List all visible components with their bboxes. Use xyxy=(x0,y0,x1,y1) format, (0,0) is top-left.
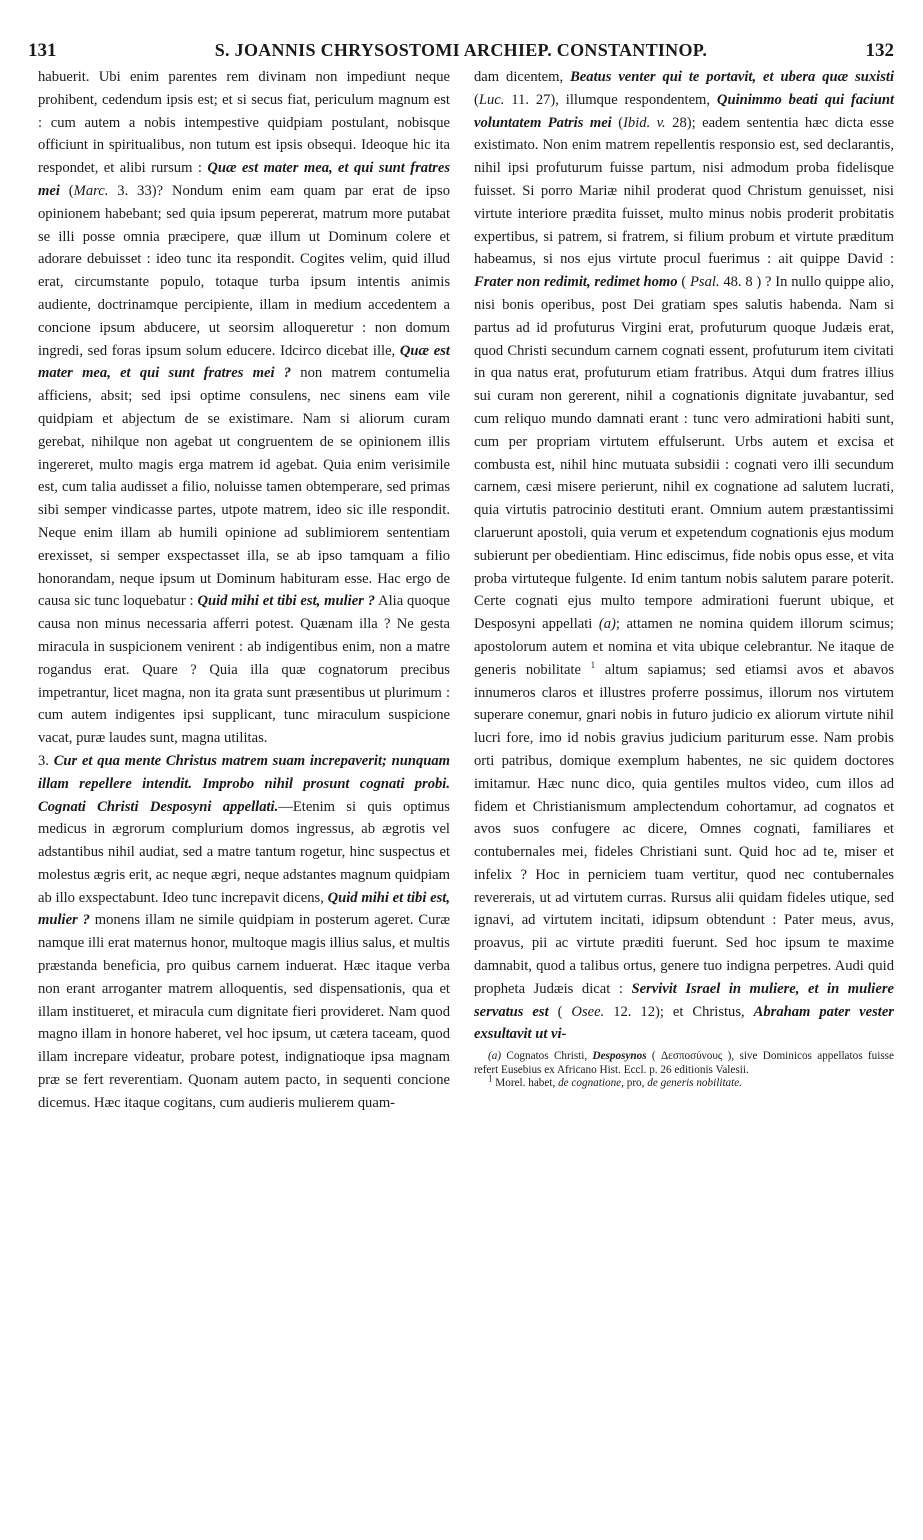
scripture-reference-number: 3. 33)? xyxy=(108,182,173,199)
footnote-text: Morel. habet, xyxy=(492,1077,559,1090)
scripture-quote: Quid mihi et tibi est, mulier ? xyxy=(197,593,376,610)
text-run: Alia quoque causa non minus necessaria afferri potest. Quænam illa ? Ne gesta miracula in suspicionem venirent : ab indigentibus enim, non a matre rogandus erat. Quare ? Quia illa quæ cognatorum precibus impetrantur, licet magna, non ita grata sunt præsentibus ut plurimum : cum autem indigentes ipsi supplicant, tunc miraculum suspicione vacat, puræ laudes sunt, magna utilitas. xyxy=(38,593,450,747)
footnote-marker: 1 xyxy=(590,659,596,670)
text-run: ( xyxy=(474,91,479,108)
scripture-reference: Marc. xyxy=(73,182,109,199)
page-number-left: 131 xyxy=(28,40,57,61)
left-column xyxy=(38,66,450,1115)
footnotes xyxy=(474,1050,894,1091)
page-number-right: 132 xyxy=(865,40,894,61)
scripture-reference: Psal. xyxy=(689,274,720,291)
text-run: ( xyxy=(677,274,690,291)
footnote-mark: 1 xyxy=(488,1073,493,1084)
scripture-quote: Quinimmo beati qui faciunt voluntatem Patris mei xyxy=(474,91,894,131)
footnote-greek: ( Δεσποσύνους ), xyxy=(646,1050,740,1063)
text-run: ; eadem sententia hæc dicta esse existimato. Non enim matrem repellentis responsio est, sed declarantis, nihil ipsi profuturum fuisse partum, nisi admodum proba fidelisque fuisset. Si porro Mariæ nihil proderat quod Christum genuisset, nisi virtute interiore prædita fuisset, multo minus nobis proderit probitatis expertibus, si patrem, si fratrem, si filium probum et virtute præditum habeamus, si nos ejus virtute procul fuerimus : ait quippe David : xyxy=(474,114,894,268)
text-run: , illumque respondentem, xyxy=(555,91,717,108)
left-paragraph-1 xyxy=(38,66,450,750)
scripture-quote: Beatus venter qui te portavit, et ubera quæ suxisti xyxy=(570,69,894,85)
text-run: ( xyxy=(548,1003,572,1020)
text-run: altum sapiamus; sed etiamsi avos et abavos innumeros claros et illustres proferre possimus, illorum nos virtutem superare conemur, gnari nobis in futuro judicio ex aliorum virtute nihil lucri fore, imo id nobis gravius judicium pariturum esse. Nam probis orti patribus, domique exemplum habentes, ne sic quidem doctores imitamur. Hæc nunc dico, quia gentiles multos video, cum illos ad fidem et Christianismum amplectendum cohortamur, ad cognatos et avos suos confugere ac dicere, Omnes cognati, familiares et contubernales mei, fideles Christiani sunt. Quid hoc ad te, miser et infelix ? Hoc in perniciem tuam vertitur, quod nec contubernales revererais, ut ad virtutem curras. Rursus alii quidam fideles utique, sed ignavi, ad virtutem incitati, idipsum obtendunt : Pater meus, avus, proavus, pii ac virtute præditi fuerunt. Sed hoc ipsum te maxime damnabit, quod a talibus ortus, genere tuo indigna perpetres. Audi quid propheta Judæis dicat : xyxy=(474,661,895,997)
text-run: In nullo quippe alio, nisi bonis operibus, post Dei gratiam spes salutis habenda. Nam si partus ad id profuturus Virgini erat, profuturum quoque Judæis erat, quod Christi secundum carnem cognati essent, profuturum item civitati in qua natus erat, profuturum etiam fratribus. Atqui dum fratres illius sui curam non gererent, nihil a cognationis dignitate juvabantur, sed cum reliquo mundo damnati erant : tunc vero admirationi habiti sunt, cum per propriam virtutem effulserunt. Urbs autem et excisa et combusta est, nihil hinc mutuata subsidii : cognati vero illi secundum carnem, cæsi misere perierunt, nihil ex cognatione ad salutem lucrati, quia virtutis patrocinio destituti erant. Omnium autem præstantissimi claruerunt apostoli, quia verum et expetendum cognationis ejus modum subierunt per obedientiam. Hinc ediscimus, fide nobis opus esse, et vita proba virtuteque fulgente. Id enim tantum nobis salutem parare poterit. Certe cognati ejus multo tempore admirationi fuerunt ubique, et Desposyni appellati xyxy=(474,274,894,633)
scripture-quote: Quid mihi et tibi est, mulier ? xyxy=(38,889,450,929)
footnote-term: Desposynos xyxy=(592,1050,647,1063)
right-column xyxy=(474,66,894,1091)
text-run: ( xyxy=(611,114,624,131)
footnote-term: de generis nobilitate. xyxy=(647,1077,743,1090)
footnote-mark: (a) xyxy=(488,1050,502,1063)
text-run: —Etenim si quis optimus medicus in ægrorum complurium domos ingressus, ab ægrotis vel adstantibus nihil audiat, sed a matre tantum rogetur, hinc suspectus et molestus ægris erit, ac neque ægri, neque adstantes magnum quidpiam ab illo exspectabunt. Ideo tunc increpavit dicens, xyxy=(38,798,450,906)
footnote-text: Cognatos Christi, xyxy=(501,1050,593,1063)
scripture-reference-number: 28) xyxy=(665,114,692,131)
left-paragraph-2 xyxy=(38,750,450,1115)
scripture-quote: Abraham pater vester exsultavit ut vi- xyxy=(474,1003,894,1043)
scripture-reference-number: 11. 27) xyxy=(504,91,556,108)
footnote-a xyxy=(474,1050,894,1077)
footnote-marker: (a) xyxy=(598,616,616,633)
scripture-quote: Servivit Israel in muliere, et in muliere servatus est xyxy=(474,980,894,1020)
text-run: ; attamen ne nomina quidem illorum scimus; apostolorum autem et nomina et vita ubique celebrantur. Ne itaque de generis nobilitate xyxy=(474,616,894,678)
running-header xyxy=(28,40,894,64)
scripture-reference: Osee. xyxy=(571,1003,605,1020)
footnote-text: sive Dominicos appellatos fuisse refert Eusebius ex Africano Hist. Eccl. p. 26 editionis Valesii. xyxy=(474,1050,894,1076)
text-run: habuerit. Ubi enim parentes rem divinam non impediunt neque prohibent, cedendum ipsis est; et si secus fiat, periculum magnum est : cum autem a nobis intempestive quidpiam postulant, nobisque officiunt in spiritualibus, non tutum est ipsis obsequi. Ideoque hic ita respondet, et alibi rursum : xyxy=(38,69,450,177)
running-title: S. JOANNIS CHRYSOSTOMI ARCHIEP. CONSTANTINOP. xyxy=(214,40,708,60)
scripture-quote: Frater non redimit, redimet homo xyxy=(474,274,678,291)
scripture-reference-number: 12. 12) xyxy=(604,1003,660,1020)
text-run: Nondum enim eam quam par erat de ipso opinionem habebant; sed quia ipsum pepererat, matrum more putabat se illi posse omnia præcipere, quæ illum ut Dominum colere et adorare debuisset : ideo tunc ita respondit. Cogites velim, quid illud erat, circumstante populo, totaque turba ipsum intentis animis audiente, doctrinamque percipiente, illam in medium accedentem a concione ipsum abducere, ut seorsim alloqueretur : non domum ingredi, sed foras ipsum solum educere. Idcirco dicebat ille, xyxy=(38,182,450,359)
footnote-1 xyxy=(474,1073,894,1091)
section-heading: Cur et qua mente Christus matrem suam increpaverit; nunquam illam repellere intendit. Improbo nihil prosunt cognati probi. Cognati Christi Desposyni appellati. xyxy=(38,752,450,815)
scripture-reference: Ibid. v. xyxy=(623,114,666,131)
text-run: ( xyxy=(59,182,74,199)
text-run: ; et Christus, xyxy=(659,1003,754,1020)
scripture-quote: Quæ est mater mea, et qui sunt fratres mei xyxy=(38,160,450,199)
text-run: dam dicentem, xyxy=(474,69,571,85)
section-number: 3. xyxy=(38,752,54,769)
scripture-reference-number: 48. 8 ) ? xyxy=(719,274,776,291)
footnote-term: de cognatione xyxy=(558,1077,622,1090)
text-run: monens illam ne simile quidpiam in posterum ageret. Curæ namque illi erat maternus honor, multoque magis illius salus, et multis præstanda beneficia, pro quibus carnem induerat. Hæc itaque verba non erant arroganter matrem alloquentis, sed dispensationis, qua et illam institueret, et miracula cum dignitate fieri provideret. Nam quod magno illam in honore haberet, vel hoc ipsum, ut cætera taceam, quod illam increpare videatur, probare potest, indignatioque ipsa magnam præ se fert reverentiam. Quonam autem pacto, in sequenti concione dicemus. Hæc itaque cogitans, cum audieris mulierem quam- xyxy=(38,912,450,1111)
scripture-quote: Quæ est mater mea, et qui sunt fratres mei ? xyxy=(38,342,450,382)
footnote-text: , pro, xyxy=(621,1077,648,1090)
right-paragraph-1 xyxy=(474,66,894,1046)
text-run: non matrem contumelia afficiens, absit; sed ipsi optime consulens, nec sinens eam vile quidpiam et abjectum de se existimare. Nam si aliorum curam gerebat, nihilque non agebat ut congruentem de se opinionem illis ingereret, multo magis erga matrem id agebat. Quia enim verisimile est, cum talia audisset a filio, noluisse tamen obtemperare, sed primas sibi semper vindicasse partes, utpote matrem, ideo sic ille respondit. Neque enim illam ab humili opinione ad sublimiorem sententiam erexisset, si semper exspectasset illa, se ab ipso tamquam a filio honorandam, neque ipsum ut Dominum habituram esse. Hac ergo de causa sic tunc loquebatur : xyxy=(38,365,451,610)
scripture-reference: Luc. xyxy=(478,91,505,108)
